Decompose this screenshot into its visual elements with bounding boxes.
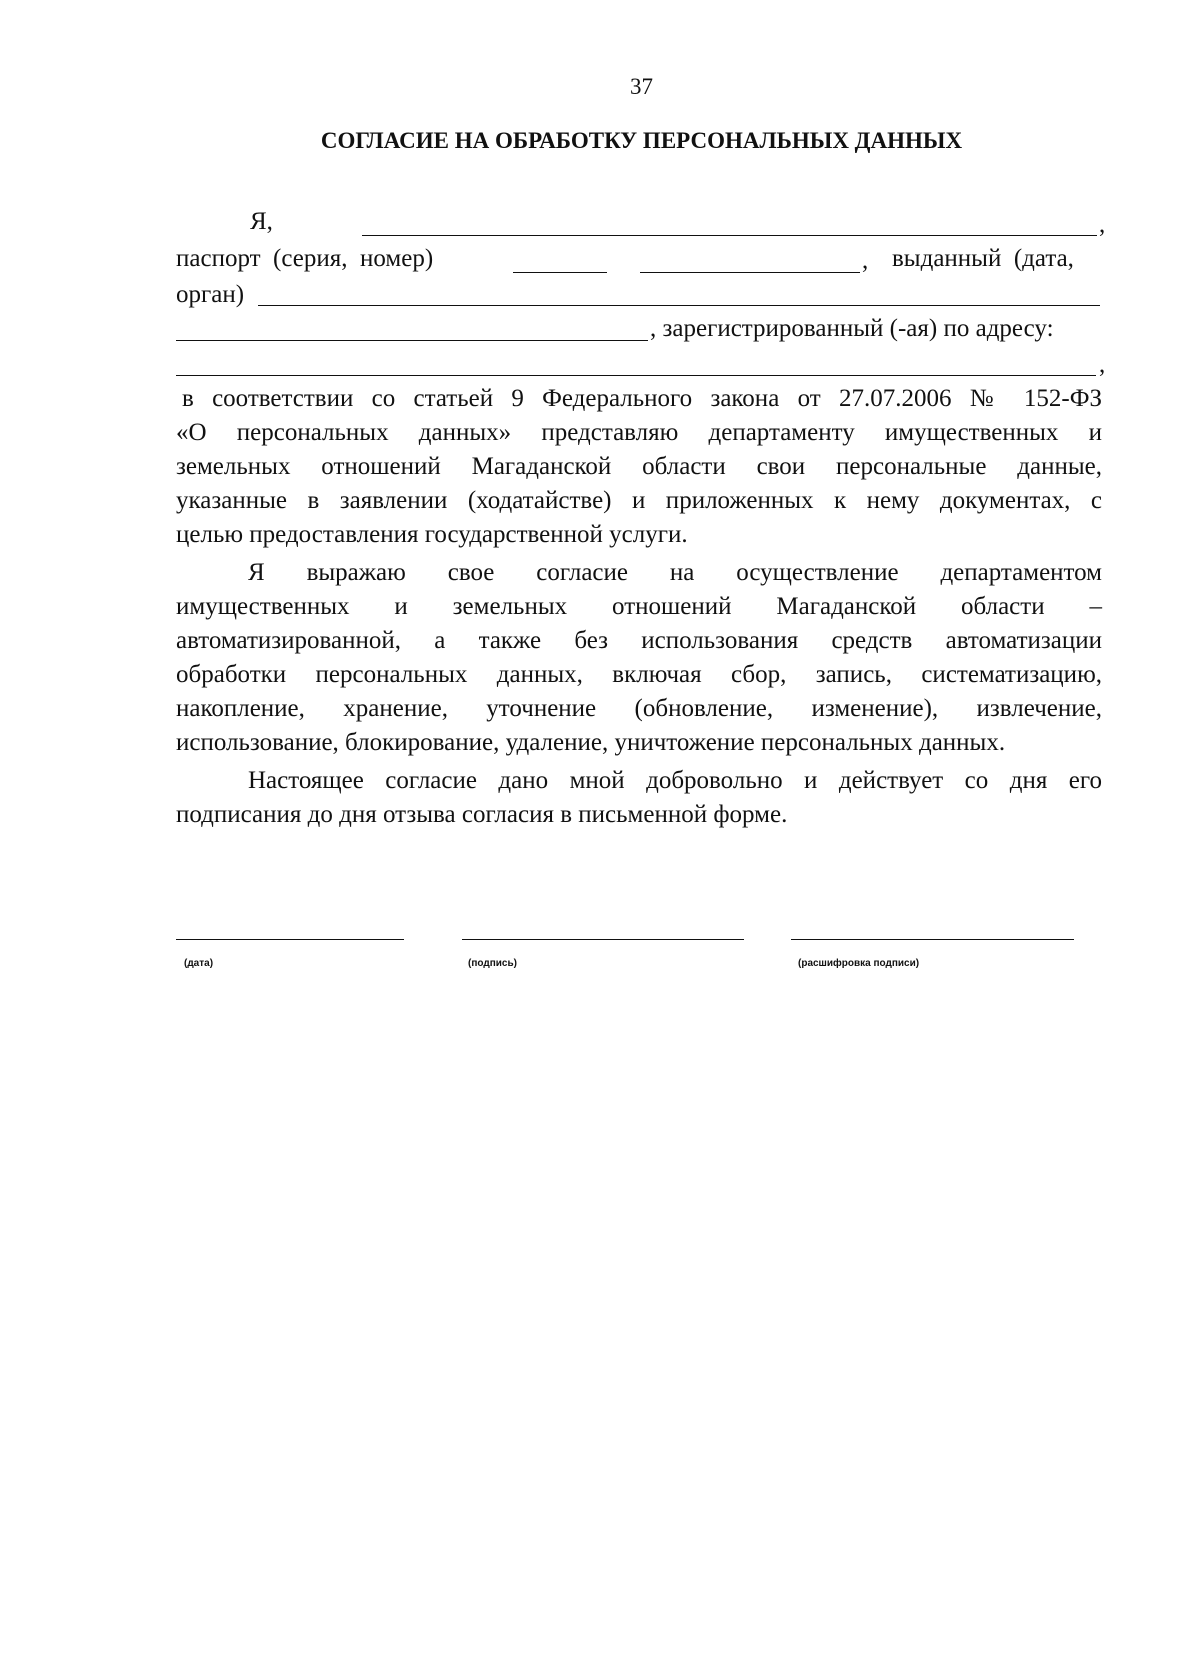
passport-label: паспорт (серия, номер) <box>176 245 434 272</box>
paragraph1-line: в соответствии со статьей 9 Федерального закона от 27.07.2006 № 152-ФЗ <box>182 385 1102 412</box>
line1-suffix: , <box>1099 211 1106 238</box>
paragraph2-line: автоматизированной, а также без использования средств автоматизации <box>176 627 1102 654</box>
paragraph2-line: Я выражаю свое согласие на осуществление департаментом <box>248 559 1102 586</box>
paragraph2-line: использование, блокирование, удаление, уничтожение персональных данных. <box>176 729 1006 756</box>
address-field[interactable] <box>176 375 1096 376</box>
paragraph1-line: указанные в заявлении (ходатайстве) и приложенных к нему документах, с <box>176 487 1102 514</box>
registered-label: , зарегистрированный (-ая) по адресу: <box>650 315 1054 342</box>
paragraph1-line: «О персональных данных» представляю департаменту имущественных и <box>176 419 1102 446</box>
paragraph2-line: имущественных и земельных отношений Магаданской области – <box>176 593 1102 620</box>
line1-prefix: Я, <box>250 208 273 235</box>
paragraph2-line: накопление, хранение, уточнение (обновление, изменение), извлечение, <box>176 695 1102 722</box>
paragraph3-line: Настоящее согласие дано мной добровольно и действует со дня его <box>248 767 1102 794</box>
page-number: 37 <box>630 74 653 99</box>
issued-by-field[interactable] <box>258 305 1100 306</box>
paragraph2-line: обработки персональных данных, включая сбор, запись, систематизацию, <box>176 661 1102 688</box>
address-suffix: , <box>1099 351 1106 378</box>
date-caption: (дата) <box>184 958 214 969</box>
passport-series-field[interactable] <box>513 272 607 273</box>
paragraph1-line: целью предоставления государственной услуги. <box>176 521 688 548</box>
date-line[interactable] <box>176 939 404 940</box>
fullname-field[interactable] <box>362 235 1097 236</box>
issued-label: выданный (дата, <box>892 245 1074 272</box>
organ-label: орган) <box>176 281 245 308</box>
paragraph1-line: земельных отношений Магаданской области свои персональные данные, <box>176 453 1102 480</box>
passport-comma: , <box>862 247 869 274</box>
document-title: СОГЛАСИЕ НА ОБРАБОТКУ ПЕРСОНАЛЬНЫХ ДАННЫХ <box>320 128 963 153</box>
paragraph3-line: подписания до дня отзыва согласия в письменной форме. <box>176 801 788 828</box>
signature-decoding-caption: (расшифровка подписи) <box>798 958 920 969</box>
passport-number-field[interactable] <box>640 272 860 273</box>
signature-decoding-line[interactable] <box>791 939 1074 940</box>
issued-by-field-continued[interactable] <box>176 340 648 341</box>
signature-caption: (подпись) <box>468 958 517 969</box>
signature-line[interactable] <box>462 939 744 940</box>
